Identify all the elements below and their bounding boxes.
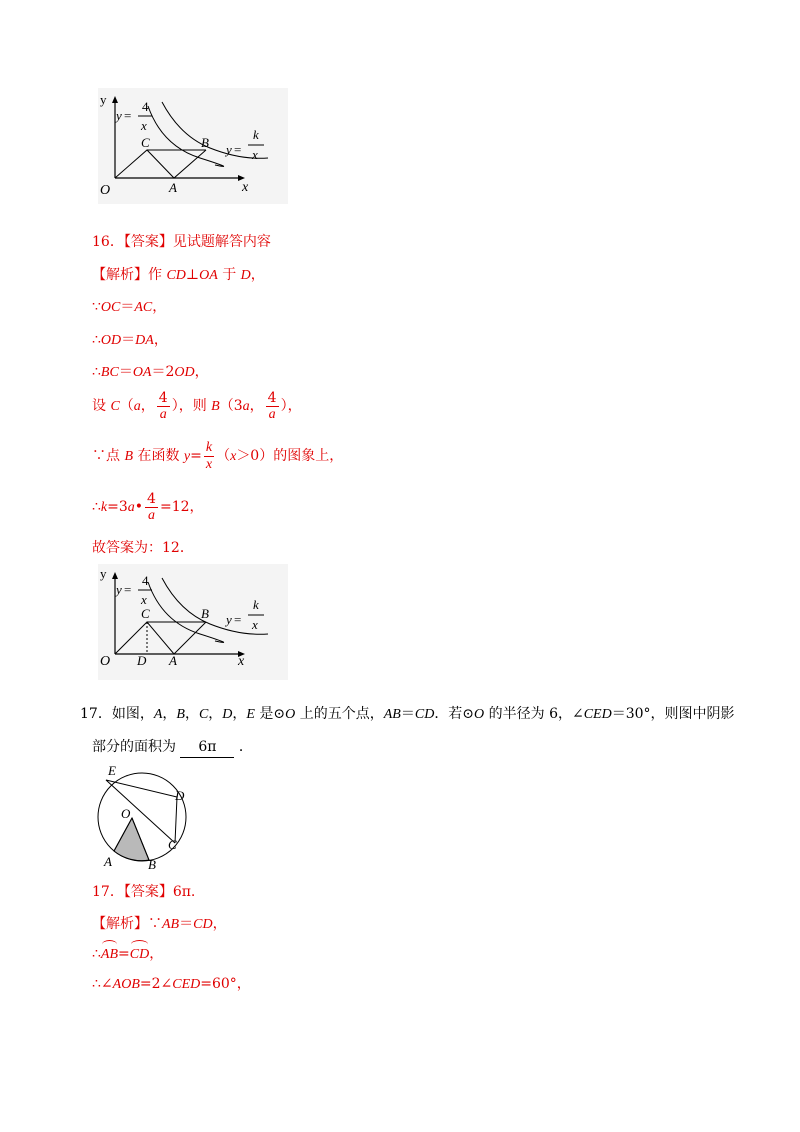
point-e-label: E <box>108 763 116 778</box>
text: 于 <box>217 267 241 283</box>
text: ＝ <box>400 706 415 722</box>
math: CED <box>172 977 201 992</box>
point-d-label: D <box>137 653 147 668</box>
point-b-label: B <box>201 606 209 621</box>
fraction <box>204 440 214 473</box>
y-axis-label: y <box>100 566 107 581</box>
math: B <box>176 707 185 722</box>
q16-step-6 <box>92 487 204 528</box>
q17-number: 17． <box>92 884 124 900</box>
math: AC <box>134 300 153 315</box>
text: • <box>134 499 144 515</box>
q17-answer-tag: 【答案】 <box>123 884 173 900</box>
point-c-label: C <box>141 606 150 621</box>
text: =60°， <box>200 976 251 992</box>
q17-answer-line <box>92 882 195 902</box>
text: 作 <box>148 267 167 283</box>
because-symbol: ∵ <box>148 916 162 932</box>
q16-conclusion: 故答案为：12． <box>92 540 194 556</box>
therefore-symbol: ∴ <box>92 976 101 992</box>
math: OA <box>199 268 218 283</box>
because-symbol: ∵ <box>92 299 101 315</box>
point-b-label: B <box>201 135 209 150</box>
text: = <box>190 448 202 464</box>
f1-y: y <box>116 582 122 597</box>
text: ），则 <box>171 398 212 414</box>
text: ⊥ <box>185 267 200 283</box>
fraction-numerator: 4 <box>158 389 168 406</box>
math: OA <box>132 365 152 380</box>
text: （3 <box>219 398 243 414</box>
point-b-label: B <box>148 857 156 872</box>
f1-num: 4 <box>142 99 149 114</box>
math: C <box>198 707 209 722</box>
f2-eq: = <box>234 612 242 627</box>
fraction-numerator: k <box>205 439 213 455</box>
y-axis-label: y <box>100 92 107 107</box>
text: ， <box>208 706 223 722</box>
text: ）， <box>280 398 302 414</box>
q16-step-5 <box>92 436 343 477</box>
text: ， <box>162 706 177 722</box>
text: ， <box>250 267 265 283</box>
text: ＝30°，则图中阴影 <box>611 706 735 722</box>
fraction-denominator: a <box>148 507 155 523</box>
x-axis-label: x <box>238 654 245 669</box>
math: O <box>285 707 296 722</box>
text: ， <box>140 398 155 414</box>
text: ＝2 <box>151 364 175 380</box>
f1-y: y <box>116 108 122 123</box>
hyperbola-figure-bottom <box>90 562 290 682</box>
text: ， <box>194 364 209 380</box>
q16-answer-line <box>92 232 271 252</box>
point-c-label: C <box>168 837 177 852</box>
circle-figure <box>90 760 200 872</box>
math: OD <box>100 333 122 348</box>
analysis-tag: 【解析】 <box>92 267 148 283</box>
point-a-label: A <box>169 180 177 195</box>
q17-number: 17． <box>80 706 112 722</box>
center-o-label: O <box>121 806 131 821</box>
q16-analysis-line <box>92 265 265 286</box>
therefore-symbol: ∴ <box>92 332 101 348</box>
q16-step-1 <box>92 297 166 318</box>
math: OC <box>100 300 121 315</box>
text: 如图， <box>111 706 154 722</box>
math: a <box>127 500 135 515</box>
math: CD <box>166 268 186 283</box>
text: ＞0）的图象上， <box>236 448 344 464</box>
origin-label: O <box>100 183 111 198</box>
text: （ <box>119 398 134 414</box>
text: ∠ <box>100 976 113 992</box>
text: 的半径为 6，∠ <box>484 706 584 722</box>
text: ， <box>184 706 199 722</box>
because-symbol: ∵ <box>92 448 106 464</box>
f2-eq: = <box>234 142 242 157</box>
math: k <box>100 500 108 515</box>
f1-den: x <box>141 118 147 133</box>
math: OD <box>174 365 195 380</box>
text: 是⊙ <box>254 706 286 722</box>
fraction-denominator: x <box>205 456 213 472</box>
f1-eq: = <box>124 108 132 123</box>
text: 上的五个点， <box>295 706 384 722</box>
text: ， <box>249 398 264 414</box>
text: ， <box>149 946 164 962</box>
f1-num: 4 <box>142 573 149 588</box>
f2-num: k <box>253 597 259 612</box>
f2-y: y <box>226 612 232 627</box>
math: CED <box>583 707 612 722</box>
text: ， <box>152 299 167 315</box>
q16-answer-tag: 【答案】 <box>123 234 173 250</box>
math: CD <box>414 707 435 722</box>
text: 在函数 <box>133 448 184 464</box>
math: CD <box>193 917 213 932</box>
therefore-symbol: ∴ <box>92 364 101 380</box>
q17-step-2 <box>92 974 251 995</box>
hyperbola-figure-top <box>90 86 290 206</box>
text: 点 <box>106 448 125 464</box>
analysis-tag: 【解析】 <box>92 916 148 932</box>
q16-step-3 <box>92 362 209 383</box>
fraction <box>266 390 279 423</box>
fraction-numerator: 4 <box>267 389 277 406</box>
origin-label: O <box>100 654 111 669</box>
text: =3 <box>107 499 128 515</box>
math: a <box>133 399 141 414</box>
math: C <box>110 399 120 414</box>
text: ＝ <box>121 332 136 348</box>
text: ＝ <box>118 364 133 380</box>
math: B <box>211 399 220 414</box>
fraction-numerator: 4 <box>147 490 156 507</box>
point-d-label: D <box>175 788 185 803</box>
text: ， <box>153 332 168 348</box>
math: DA <box>135 333 154 348</box>
f2-y: y <box>226 142 232 157</box>
q16-step-2 <box>92 330 168 351</box>
math: O <box>474 707 485 722</box>
q17-analysis-line <box>92 914 227 935</box>
text: =2∠ <box>139 976 173 992</box>
math: x <box>230 449 237 464</box>
text: = <box>118 946 130 962</box>
q16-answer-text: 见试题解答内容 <box>172 234 271 250</box>
q16-number: 16． <box>92 234 124 250</box>
f1-eq: = <box>124 582 132 597</box>
math: B <box>124 449 134 464</box>
math: y <box>183 449 191 464</box>
f1-den: x <box>141 592 147 607</box>
x-axis-label: x <box>242 180 249 195</box>
q17-step-1 <box>92 944 163 965</box>
math: D <box>222 707 233 722</box>
arc-cd: CD <box>130 945 149 965</box>
fraction <box>145 491 158 524</box>
text: ．若⊙ <box>434 706 475 722</box>
math: AB <box>383 707 401 722</box>
therefore-symbol: ∴ <box>92 946 101 962</box>
therefore-symbol: ∴ <box>92 499 101 515</box>
text: ＝ <box>120 299 135 315</box>
text: ． <box>238 739 253 755</box>
math: a <box>242 399 250 414</box>
math: A <box>153 707 163 722</box>
text: 设 <box>92 398 111 414</box>
answer-blank: 6π <box>180 737 234 758</box>
q16-step-4 <box>92 386 302 427</box>
math: AB <box>162 917 180 932</box>
text: =12， <box>159 499 204 515</box>
fraction-denominator: a <box>159 406 167 422</box>
q17-stem-line2 <box>92 737 253 758</box>
f2-den: x <box>252 617 258 632</box>
fraction <box>157 390 170 423</box>
point-a-label: A <box>104 854 112 869</box>
text: （ <box>216 448 231 464</box>
fraction-denominator: a <box>268 406 276 422</box>
math: D <box>240 268 251 283</box>
math: E <box>246 707 255 722</box>
math: AOB <box>112 977 140 992</box>
text: ， <box>212 916 227 932</box>
q17-stem-line1 <box>80 704 735 725</box>
point-c-label: C <box>141 135 150 150</box>
f2-num: k <box>253 127 259 142</box>
text: 部分的面积为 <box>92 739 176 755</box>
f2-den: x <box>252 147 258 162</box>
math: BC <box>100 365 119 380</box>
q17-answer-text: 6π. <box>172 884 196 900</box>
text: ＝ <box>179 916 194 932</box>
arc-ab: AB <box>101 945 118 965</box>
text: ， <box>232 706 247 722</box>
point-a-label: A <box>169 653 177 668</box>
